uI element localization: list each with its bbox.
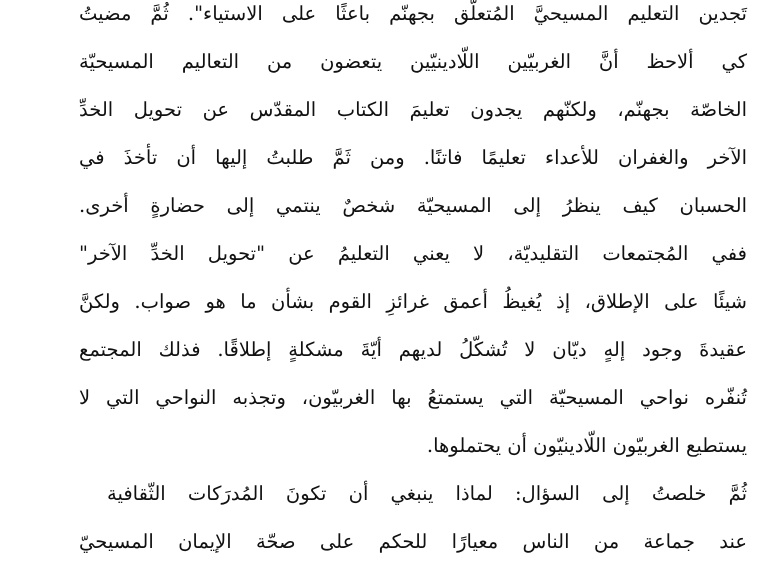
text-line: ففي المُجتمعات التقليديّة، لا يعني التعليمُ عن "تحويل الخدِّ الآخر" <box>79 242 747 265</box>
paragraph-last-line: يستطيع الغربيّون اللّادينيّون أن يحتملوها. <box>426 434 747 457</box>
text-line: الخاصّة بجهنّم، ولكنّهم يجدون تعليمَ الكتاب المقدّس عن تحويل الخدِّ <box>79 98 747 121</box>
text-line: عقيدةَ وجود إلهٍ ديّان لا تُشكّلُ لديهم أيّةَ مشكلةٍ إطلاقًا. فذلك المجتمع <box>79 338 747 361</box>
text-line: الآخر والغفران للأعداء تعليمًا فاتنًا. ومن ثَمَّ طلبتُ إليها أن تأخذَ في <box>79 146 747 169</box>
text-line: كي ألاحظ أنَّ الغربيّين اللّادينيّين يتعضون من التعاليم المسيحيّة <box>79 50 747 73</box>
text-line: ثُمَّ خلصتُ إلى السؤال: لماذا ينبغي أن تكونَ المُدرَكات الثّقافية <box>107 482 747 505</box>
text-line: الحسبان كيف ينظرُ إلى المسيحيّة شخصٌ ينتمي إلى حضارةٍ أخرى. <box>79 194 747 217</box>
text-line: تَجدين التعليم المسيحيَّ المُتعلّق بجهنّم باعثًا على الاستياء". ثُمَّ مضيتُ <box>79 2 747 25</box>
text-line: عند جماعة من الناس معيارًا للحكم على صحّة الإيمان المسيحيّ <box>79 530 747 553</box>
text-line: تُنفّره نواحي المسيحيّة التي يستمتعُ بها الغربيّون، وتجذبه النواحي التي لا <box>79 386 747 409</box>
text-line: شيئًا على الإطلاق، إذ يُغيظُ أعمق غرائزِ القوم بشأن ما هو صواب. ولكنَّ <box>79 290 747 313</box>
